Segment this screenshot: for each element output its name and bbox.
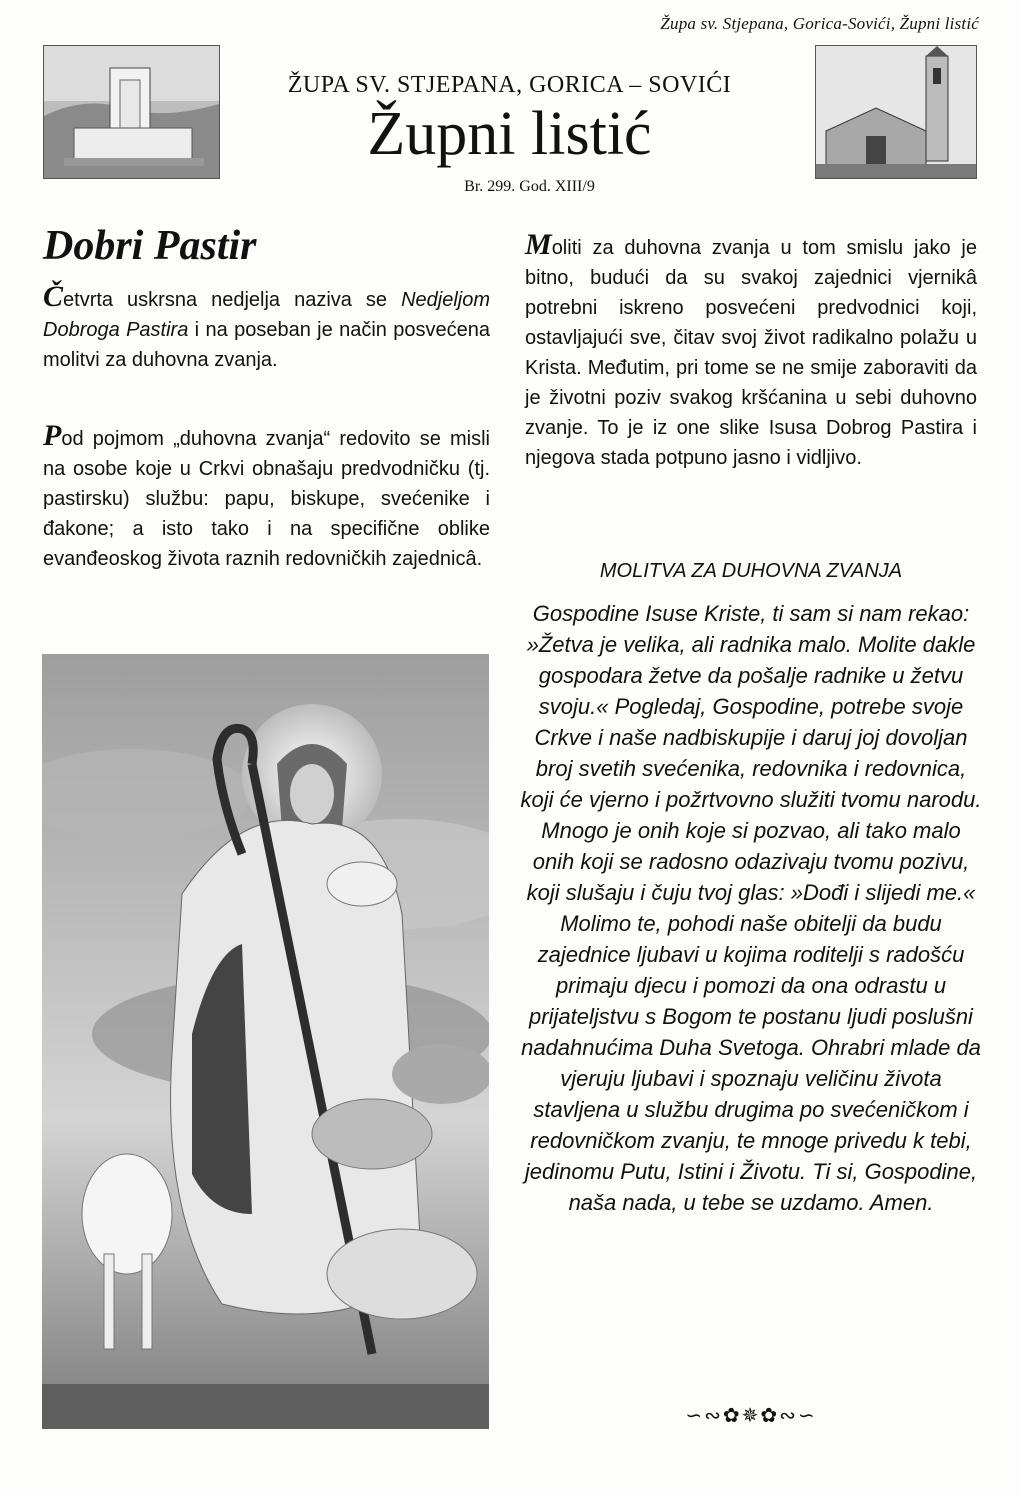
paragraph-text: od pojmom „duhovna zvanja“ redovito se misli na osobe koje u Crkvi obnašaju predvodničku (tj. pastirsku) službu: papu, biskupe, svećenike i đakone; a isto tako i na specifične oblike evanđeoskog života raznih redovničkih zajednicâ. xyxy=(43,428,490,570)
article-paragraph-2 xyxy=(43,421,490,574)
bulletin-title: Župni listić xyxy=(367,100,652,168)
prayer-text: Gospodine Isuse Kriste, ti sam si nam rekao: »Žetva je velika, ali radnika malo. Molite dakle gospodara žetve da pošalje radnike u žetvu svoju.« Pogledaj, Gospodine, potrebe svoje Crkve i naše nadbiskupije i daruj joj dovoljan broj svetih svećenika, redovnika i redovnica, koji će vjerno i požrtvovno služiti tvomu narodu. Mnogo je onih koje si pozvao, ali tako malo onih koji se radosno odazivaju tvomu pozivu, koji slušaju i čuju tvoj glas: »Dođi i slijedi me.« Molimo te, pohodi naše obitelji da budu zajednice ljubavi u kojima roditelji s radošću primaju djecu i pomozi da ona odrastu u prijateljstvu s Bogom te postanu ljudi poslušni nadahnućima Duha Svetoga. Ohrabri mlade da vjeruju ljubavi i spoznaju veličinu života stavljena u službu drugima po svećeničkom i redovničkom zvanju, te mnoge privedu k tebi, jedinomu Putu, Istini i Životu. Ti si, Gospodine, naša nada, u tebe se uzdamo. Amen. xyxy=(520,601,982,1215)
paragraph-text: i na poseban je način posvećena molitvi za duhovna zvanja. xyxy=(43,319,490,371)
paragraph-text: oliti za duhovna zvanja u tom smislu jako je bitno, budući da su svakoj zajednici vjernikâ potrebni iskreno posvećeni predvodnici koji, ostavljajući sve, čitav svoj život radikalno polažu u Krista. Međutim, pri tome se ne smije zaboraviti da je životni poziv svakog kršćanina u sebi duhovno zvanje. To je iz one slike Isusa Dobrog Pastira i njegova stada potpuno jasno i vidljivo. xyxy=(525,237,977,469)
issue-number: Br. 299. God. XIII/9 xyxy=(464,178,595,195)
drop-cap: P xyxy=(43,419,62,452)
paragraph-text: etvrta uskrsna nedjelja naziva se xyxy=(63,289,402,311)
article-paragraph-3 xyxy=(525,230,977,473)
drop-cap: M xyxy=(525,228,552,261)
article-paragraph-1 xyxy=(43,282,490,375)
parish-name: ŽUPA SV. STJEPANA, GORICA – SOVIĆI xyxy=(287,72,732,98)
paragraph-emphasis: Nedjeljom Dobroga Pastira xyxy=(43,289,490,341)
prayer-heading: MOLITVA ZA DUHOVNA ZVANJA xyxy=(599,560,903,582)
good-shepherd-image xyxy=(42,654,489,1429)
article-title: Dobri Pastir xyxy=(43,223,257,269)
ornament-divider: ∽∾✿✵✿∾∽ xyxy=(685,1405,817,1427)
drop-cap: Č xyxy=(43,280,64,313)
running-head: Župa sv. Stjepana, Gorica-Sovići, Župni listić xyxy=(660,14,979,33)
